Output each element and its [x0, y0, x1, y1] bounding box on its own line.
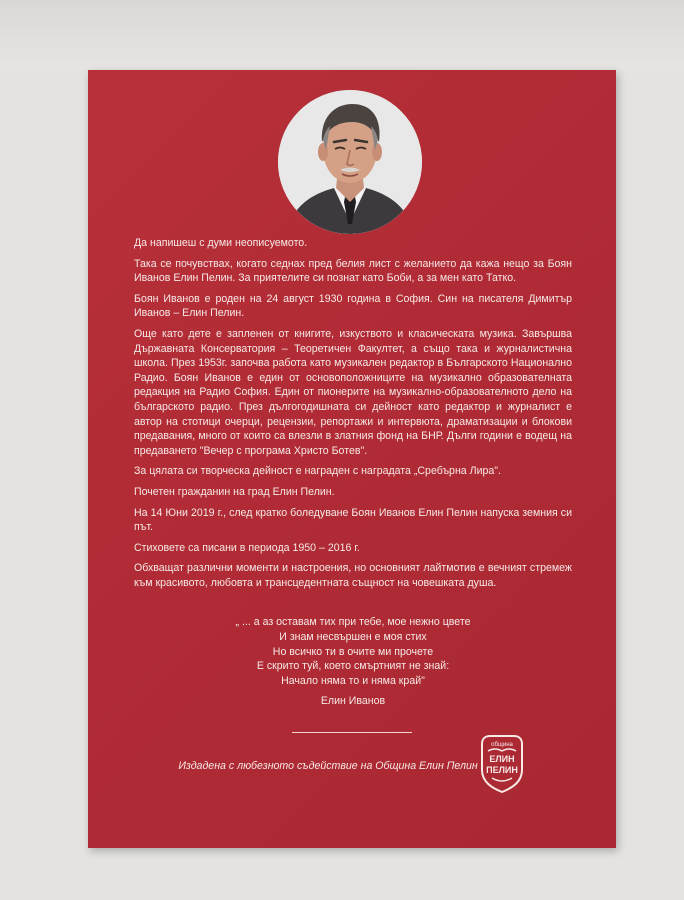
- book-back-cover: [88, 70, 616, 848]
- poem-line: Но всичко ти в очите ми прочете: [272, 645, 434, 658]
- paragraph: Така се почувствах, когато седнах пред белия лист с желанието да кажа нещо за Боян Иванов Елин Пелин. За приятелите си познат като Боби, а за мен като Татко.: [134, 257, 572, 285]
- paragraph: Обхващат различни моменти и настроения, но основният лайтмотив е вечният стремеж към красивото, любовта и трансцедентната същност на човешката душа.: [134, 562, 572, 589]
- municipality-logo: [476, 730, 528, 794]
- publisher-credit: Издадена с любезното съдействие на Община Елин Пелин: [178, 760, 478, 772]
- paragraph: Да напишеш с думи неописуемото.: [134, 237, 308, 249]
- poem-line: И знам несвършен е моя стих: [279, 630, 427, 643]
- author-portrait: [278, 90, 422, 234]
- poem-line: Начало няма то и няма край": [281, 675, 425, 688]
- poem-line: Е скрито туй, което смъртният не знай:: [256, 660, 450, 673]
- paragraph: На 14 Юни 2019 г., след кратко боледуване Боян Иванов Елин Пелин напуска земния си път.: [134, 506, 572, 534]
- logo-top-text: община: [491, 742, 513, 748]
- biography-text: [134, 236, 572, 596]
- portrait-illustration: [278, 90, 422, 234]
- paragraph: Още като дете е запленен от книгите, изкуството и класическата музика. Завършва Държавната Консерватория – Теоретичен Факултет, а също така и журналистична школа. През 1953г. започва работа като музикален редактор в Българското Национално Радио. Боян Иванов е един от основоположниците на музикално образователната редакция на Радио София. Един от пионерите на музикално-образователното дело на българското радио. През дългогодишната си дейност като редактор и журналист е автор на стотици очерци, рецензии, репортажи и интервюта, драматизации и блокови предавания, много от които са влезли в златния фонд на БНР. Дълги години е водещ на предаването "Вечер с програма Христо Ботев".: [134, 327, 572, 457]
- paragraph: Почетен гражданин на град Елин Пелин.: [134, 485, 335, 498]
- logo-line-1: ЕЛИН: [489, 754, 515, 764]
- background: [0, 0, 684, 70]
- paragraph: Боян Иванов е роден на 24 август 1930 година в София. Син на писателя Димитър Иванов – Елин Пелин.: [134, 292, 572, 320]
- poem-line: „ ... а аз оставам тих при тебе, мое нежно цвете: [235, 616, 471, 628]
- municipality-emblem: [476, 730, 528, 794]
- paragraph: Стиховете са писани в периода 1950 – 2016 г.: [134, 541, 360, 554]
- poem-excerpt: [134, 615, 572, 689]
- author-signature: Елин Иванов: [320, 695, 386, 707]
- paragraph: За цялата си творческа дейност е награден с наградата „Сребърна Лира".: [134, 465, 501, 478]
- logo-line-2: ПЕЛИН: [486, 765, 518, 775]
- divider: [292, 732, 412, 733]
